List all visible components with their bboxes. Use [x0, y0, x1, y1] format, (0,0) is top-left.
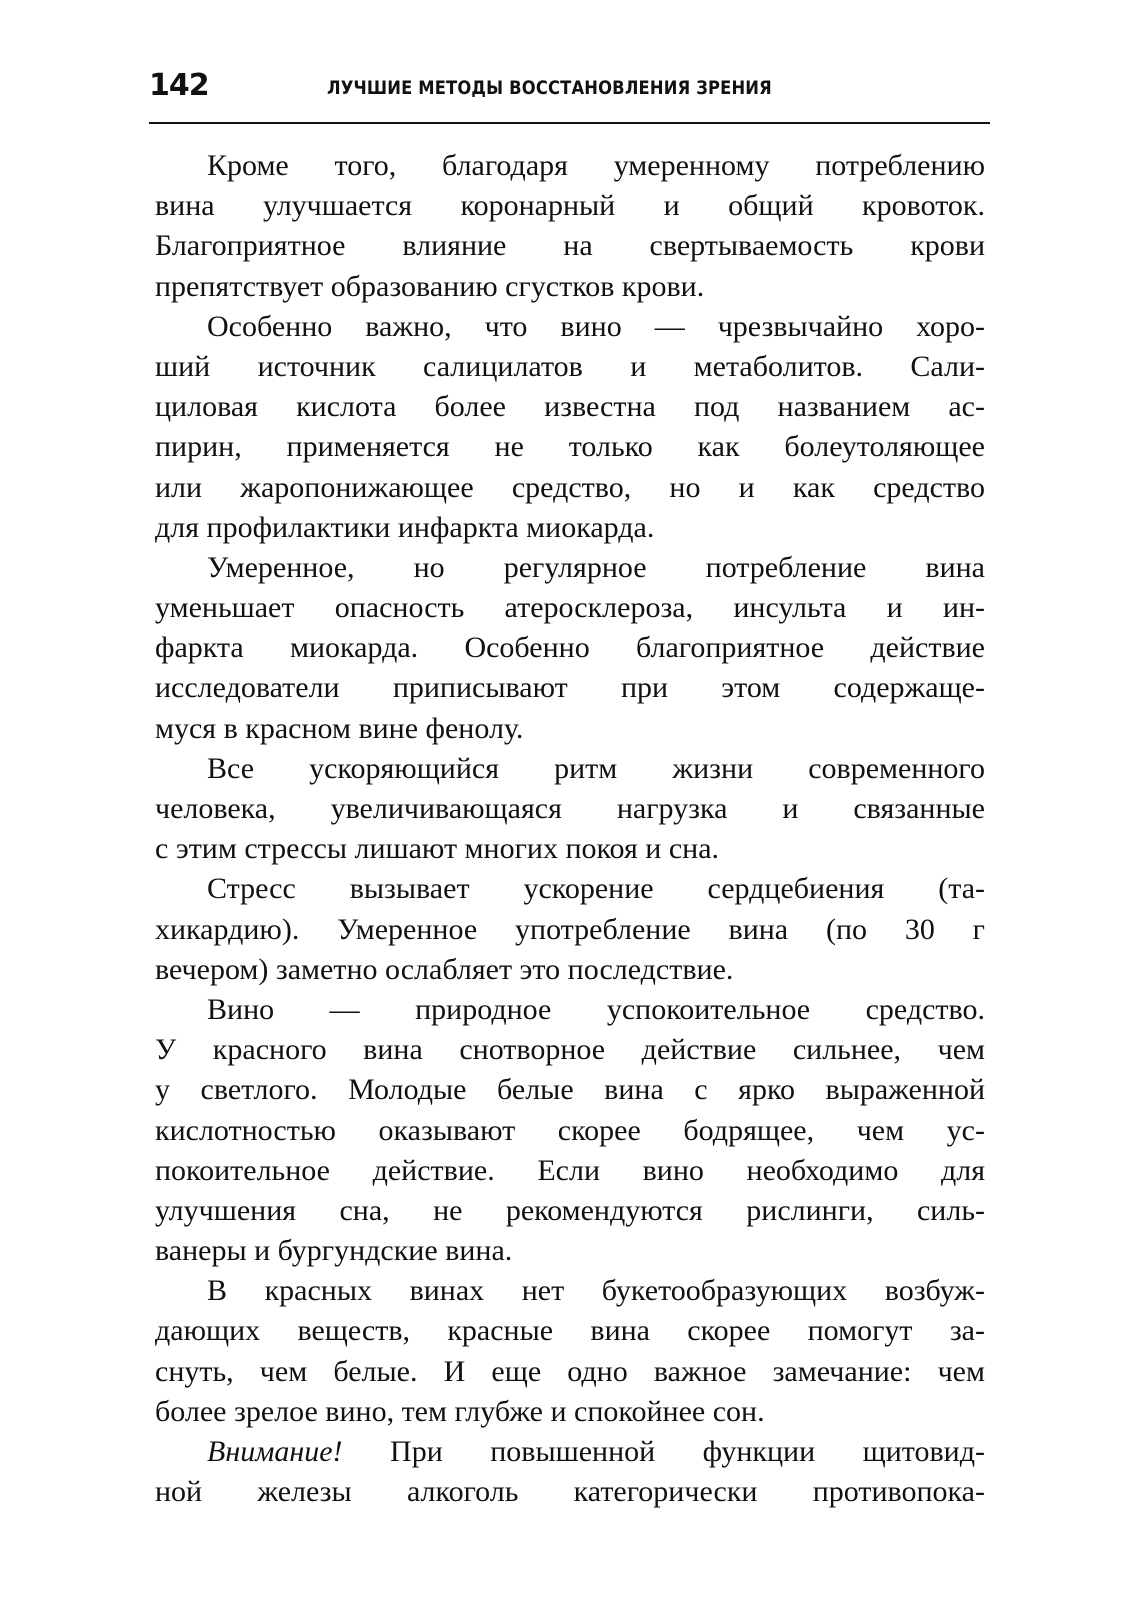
- text-line: муся в красном вине фенолу.: [155, 711, 524, 745]
- text-line: Вино — природное успокоительное средство.: [207, 992, 985, 1026]
- text-line: препятствует образованию сгустков крови.: [155, 269, 705, 303]
- text-line: для профилактики инфаркта миокарда.: [155, 510, 655, 544]
- text-line: ший источник салицилатов и метаболитов. Сали-: [155, 349, 985, 383]
- text-line: фаркта миокарда. Особенно благоприятное действие: [155, 631, 985, 665]
- text-line: исследователи приписывают при этом содержаще-: [155, 671, 985, 705]
- header-rule: [149, 122, 990, 124]
- text-line: Благоприятное влияние на свертываемость крови: [155, 229, 985, 263]
- text-line: уменьшает опасность атеросклероза, инсульта и ин-: [155, 591, 985, 625]
- body-text: [155, 146, 985, 1512]
- attention-text: При повышенной функции щитовид-: [342, 1435, 985, 1468]
- text-line: У красного вина снотворное действие сильнее, чем: [155, 1033, 985, 1067]
- text-line: человека, увеличивающаяся нагрузка и связанные: [155, 792, 985, 825]
- text-line: ной железы алкоголь категорически противопока-: [155, 1475, 985, 1509]
- text-line: пирин, применяется не только как болеутоляющее: [155, 430, 985, 464]
- page-header: [149, 68, 990, 108]
- text-line: В красных винах нет букетообразующих возбуж-: [207, 1274, 985, 1308]
- text-line: покоительное действие. Если вино необходимо для: [155, 1153, 985, 1187]
- text-line: у светлого. Молодые белые вина с ярко выраженной: [155, 1073, 985, 1107]
- page-number: 142: [149, 68, 209, 103]
- text-line: с этим стрессы лишают многих покоя и сна.: [155, 832, 720, 866]
- text-line: Кроме того, благодаря умеренному потреблению: [207, 149, 985, 182]
- text-line: циловая кислота более известна под названием ас-: [155, 390, 985, 424]
- text-line: хикардию). Умеренное употребление вина (по 30 г: [155, 912, 985, 946]
- text-line: вечером) заметно ослабляет это последствие.: [155, 952, 734, 986]
- attention-label: Внимание!: [207, 1435, 343, 1468]
- text-line: ванеры и бургундские вина.: [155, 1234, 513, 1268]
- text-line: кислотностью оказывают скорее бодрящее, чем ус-: [155, 1113, 985, 1147]
- text-line: Все ускоряющийся ритм жизни современного: [207, 751, 985, 785]
- text-line: или жаропонижающее средство, но и как средство: [155, 470, 985, 504]
- text-line: более зрелое вино, тем глубже и спокойнее сон.: [155, 1394, 765, 1428]
- running-title: ЛУЧШИЕ МЕТОДЫ ВОССТАНОВЛЕНИЯ ЗРЕНИЯ: [327, 77, 772, 99]
- text-line: Особенно важно, что вино — чрезвычайно хоро-: [207, 309, 985, 343]
- text-line: Стресс вызывает ускорение сердцебиения (та-: [207, 872, 985, 906]
- text-line: снуть, чем белые. И еще одно важное замечание: чем: [155, 1354, 985, 1388]
- text-line: дающих веществ, красные вина скорее помогут за-: [155, 1314, 985, 1348]
- text-line: улучшения сна, не рекомендуются рислинги, силь-: [155, 1193, 985, 1227]
- text-line: вина улучшается коронарный и общий кровоток.: [155, 189, 985, 223]
- text-line: Умеренное, но регулярное потребление вина: [207, 550, 985, 584]
- attention-line: [155, 1432, 985, 1472]
